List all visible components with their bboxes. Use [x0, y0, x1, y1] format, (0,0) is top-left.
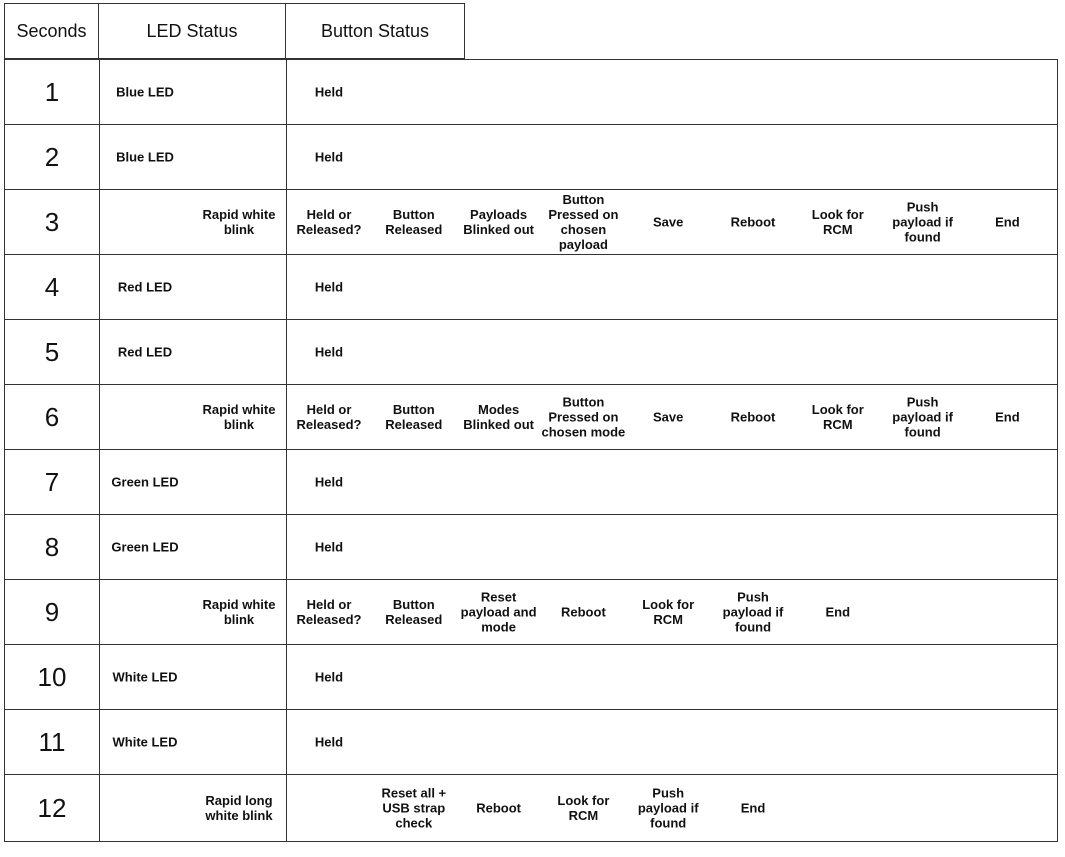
button-status-step: Held [314, 84, 344, 100]
button-status-step: Look for RCM [811, 207, 864, 237]
led-status-cell [99, 125, 287, 189]
button-status-step: Reboot [561, 604, 606, 620]
button-status-step: Look for RCM [642, 597, 695, 627]
led-status-cell [99, 450, 287, 514]
led-status-text: Rapid long white blink [205, 793, 273, 823]
button-status-step: Button Pressed on chosen mode [541, 394, 626, 440]
led-status-cell [99, 60, 287, 124]
button-status-step: Button Pressed on chosen payload [548, 192, 619, 252]
seconds-cell: 1 [5, 60, 100, 124]
button-status-step: Reset payload and mode [460, 589, 537, 635]
seconds-cell: 2 [5, 125, 100, 189]
button-status-step: Reboot [730, 409, 776, 425]
button-status-step: Button Released [385, 402, 443, 432]
button-status-step: Button Released [385, 207, 443, 237]
seconds-cell: 10 [5, 645, 100, 709]
table-row [4, 384, 1058, 450]
button-status-step: Push payload if found [892, 199, 953, 245]
button-status-step: Modes Blinked out [463, 402, 534, 432]
table-row [4, 189, 1058, 255]
led-status-text: Rapid white blink [202, 597, 276, 627]
button-status-step: Button Released [385, 597, 443, 627]
button-status-step: Held [314, 474, 344, 490]
led-status-cell [99, 710, 287, 774]
seconds-cell: 12 [5, 775, 100, 841]
button-status-step: Held [314, 279, 344, 295]
table-row [4, 319, 1058, 385]
button-status-step: Held [314, 669, 344, 685]
table-row [4, 254, 1058, 320]
led-status-text: Blue LED [116, 84, 174, 100]
button-status-step: Push payload if found [892, 394, 953, 440]
button-status-step: Held or Released? [296, 207, 362, 237]
button-status-step: Payloads Blinked out [463, 207, 534, 237]
button-status-step: Push payload if found [722, 589, 784, 635]
button-status-step: End [995, 409, 1020, 425]
seconds-cell: 9 [5, 580, 100, 644]
button-status-step: Reboot [476, 800, 521, 816]
button-status-step: Push payload if found [637, 785, 699, 831]
seconds-cell: 5 [5, 320, 100, 384]
table-row [4, 709, 1058, 775]
led-status-cell [99, 255, 287, 319]
header-seconds: Seconds [4, 3, 99, 59]
table-row [4, 449, 1058, 515]
header-led-status: LED Status [98, 3, 286, 59]
led-status-text: White LED [112, 669, 178, 685]
button-status-step: Look for RCM [811, 402, 864, 432]
seconds-cell: 11 [5, 710, 100, 774]
button-status-step: Reset all + USB strap check [381, 785, 447, 831]
button-status-step: Held or Released? [296, 402, 362, 432]
table-row [4, 514, 1058, 580]
led-status-cell [99, 190, 287, 254]
table-row [4, 644, 1058, 710]
led-status-text: Green LED [111, 539, 179, 555]
button-status-step: End [825, 604, 851, 620]
button-status-step: Save [653, 409, 684, 425]
led-status-cell [99, 385, 287, 449]
led-status-cell [99, 515, 287, 579]
led-status-text: Blue LED [116, 149, 174, 165]
button-status-step: End [740, 800, 766, 816]
button-status-step: Save [653, 214, 684, 230]
button-status-step: Held [314, 149, 344, 165]
button-status-step: Reboot [730, 214, 776, 230]
button-status-step: Held [314, 734, 344, 750]
led-status-cell [99, 320, 287, 384]
table-row [4, 579, 1058, 645]
button-status-step: Held [314, 539, 344, 555]
led-status-text: Rapid white blink [202, 207, 276, 237]
button-status-step: Held [314, 344, 344, 360]
button-status-step: Held or Released? [296, 597, 362, 627]
header-button-status: Button Status [285, 3, 465, 59]
led-status-text: Rapid white blink [202, 402, 276, 432]
table-row [4, 124, 1058, 190]
table-row [4, 774, 1058, 842]
led-status-text: Red LED [117, 344, 173, 360]
led-status-cell [99, 775, 287, 841]
led-status-text: Green LED [111, 474, 179, 490]
button-status-step: Look for RCM [557, 793, 610, 823]
led-status-cell [99, 580, 287, 644]
led-status-text: White LED [112, 734, 178, 750]
seconds-cell: 6 [5, 385, 100, 449]
seconds-cell: 4 [5, 255, 100, 319]
seconds-cell: 8 [5, 515, 100, 579]
led-status-cell [99, 645, 287, 709]
led-status-text: Red LED [117, 279, 173, 295]
button-status-step: End [995, 214, 1020, 230]
seconds-cell: 3 [5, 190, 100, 254]
table-row [4, 59, 1058, 125]
seconds-cell: 7 [5, 450, 100, 514]
